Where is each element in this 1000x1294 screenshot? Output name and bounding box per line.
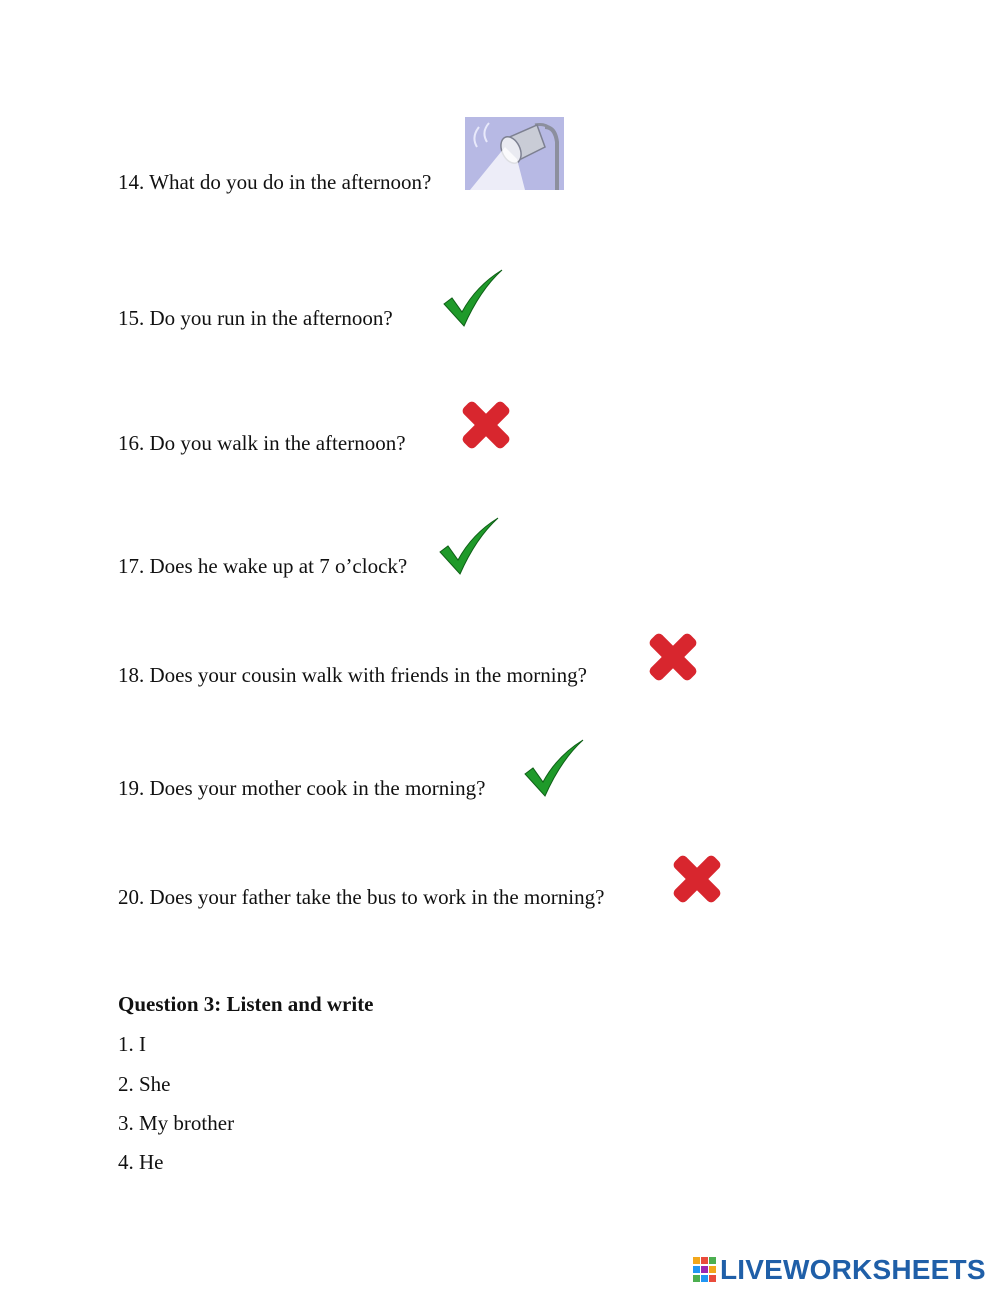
question-number: 19.: [118, 776, 145, 800]
question-number: 17.: [118, 554, 145, 578]
check-mark-icon: [442, 268, 504, 328]
brand-name: LIVEWORKSHEETS: [720, 1254, 986, 1285]
question-text: What do you do in the afternoon?: [149, 170, 432, 194]
write-item-4: 4. He: [118, 1150, 164, 1174]
cross-mark-icon: [458, 398, 514, 452]
brand-logo-icon: [693, 1257, 717, 1283]
question-text: Does your mother cook in the morning?: [149, 776, 486, 800]
question-number: 15.: [118, 306, 145, 330]
question-number: 18.: [118, 663, 145, 687]
question-14: [118, 170, 431, 194]
question-text: Do you walk in the afternoon?: [149, 431, 406, 455]
question-20: [118, 885, 604, 909]
brand-logo: [693, 1255, 986, 1285]
question-16: [118, 431, 406, 455]
question-15: [118, 306, 393, 330]
question-number: 20.: [118, 885, 145, 909]
question-text: Does your cousin walk with friends in the morning?: [149, 663, 587, 687]
shower-head-icon: [465, 117, 564, 190]
cross-mark-icon: [669, 852, 725, 906]
question-text: Does he wake up at 7 o’clock?: [149, 554, 408, 578]
question-17: [118, 554, 407, 578]
write-item-1: 1. I: [118, 1032, 146, 1056]
cross-mark-icon: [645, 630, 701, 684]
question-18: [118, 663, 587, 687]
section-heading: Question 3: Listen and write: [118, 992, 374, 1016]
write-item-2: 2. She: [118, 1072, 171, 1096]
question-text: Does your father take the bus to work in the morning?: [149, 885, 605, 909]
question-number: 14.: [118, 170, 145, 194]
question-number: 16.: [118, 431, 145, 455]
write-item-3: 3. My brother: [118, 1111, 235, 1135]
check-mark-icon: [523, 738, 585, 798]
question-text: Do you run in the afternoon?: [149, 306, 393, 330]
check-mark-icon: [438, 516, 500, 576]
question-19: [118, 776, 485, 800]
